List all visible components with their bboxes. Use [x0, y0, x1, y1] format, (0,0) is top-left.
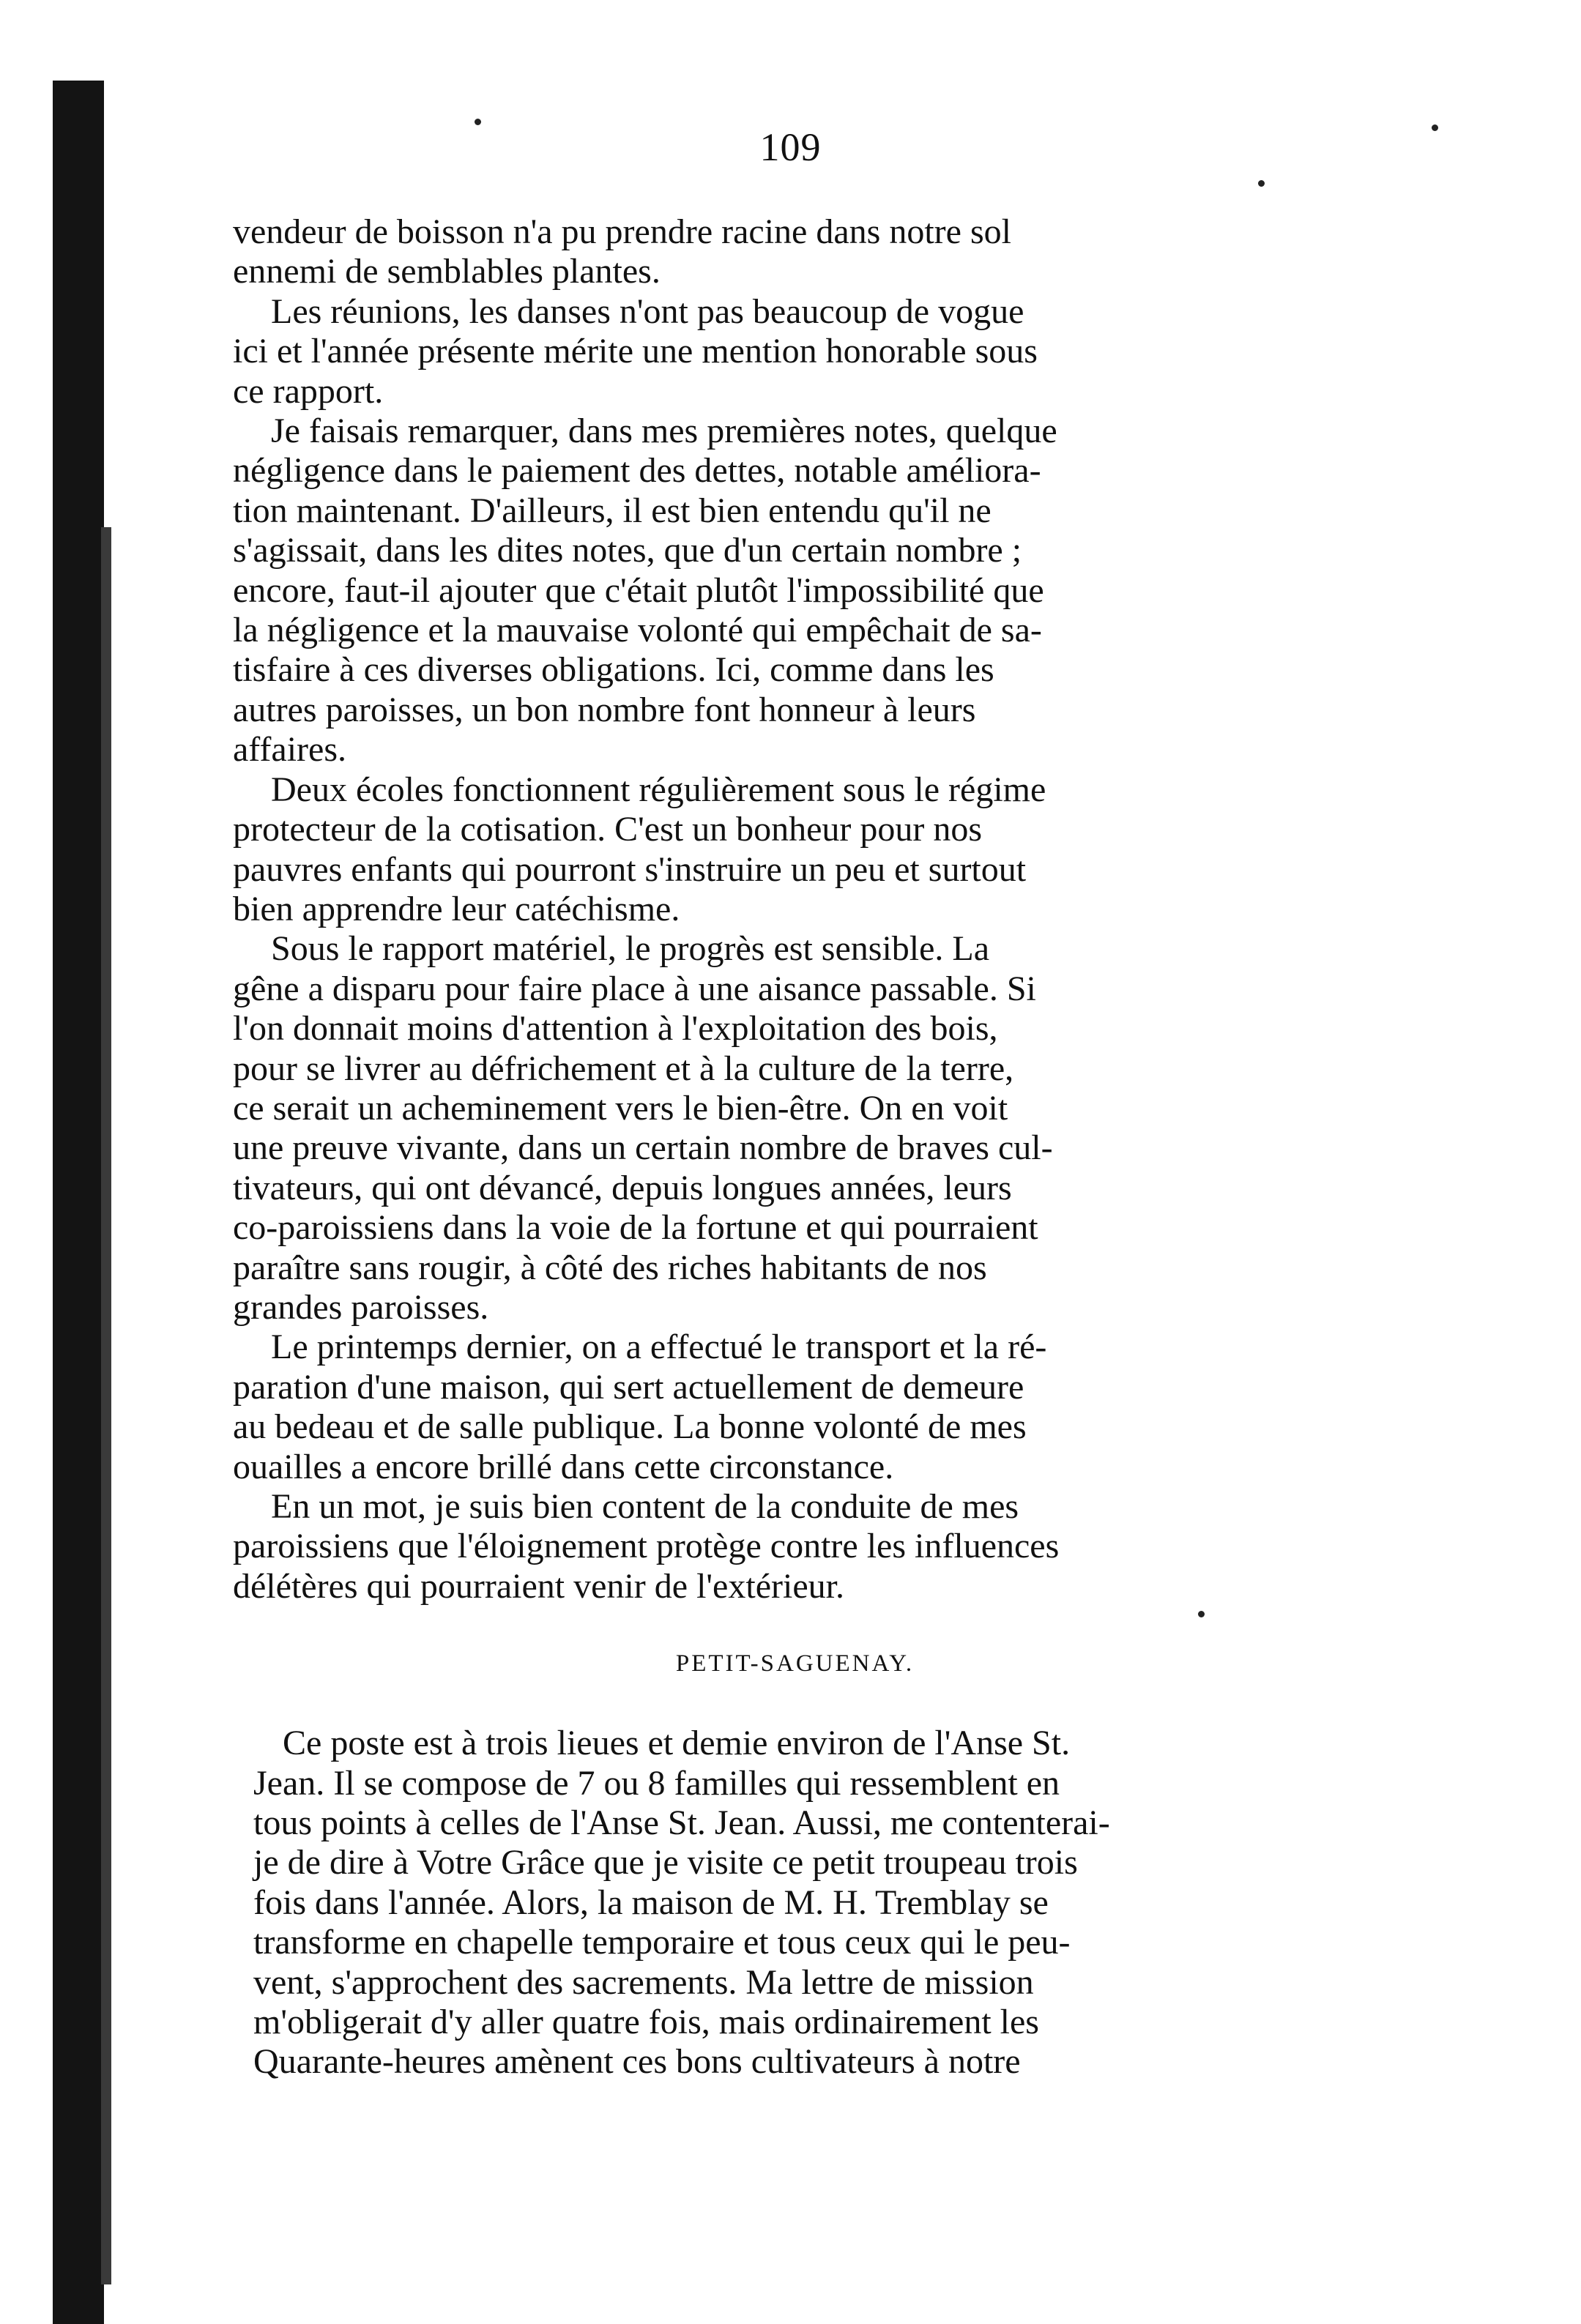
text-line: Deux écoles fonctionnent régulièrement sous le régime	[271, 770, 1046, 809]
text-line: l'on donnait moins d'attention à l'exploitation des bois,	[233, 1009, 998, 1049]
text-line: paroissiens que l'éloignement protège contre les influences	[233, 1527, 1060, 1566]
text-line: tion maintenant. D'ailleurs, il est bien entendu qu'il ne	[233, 491, 992, 530]
text-line: ce serait un acheminement vers le bien-être. On en voit	[233, 1088, 1008, 1128]
text-line: bien apprendre leur catéchisme.	[233, 889, 680, 928]
text-line: ce rapport.	[233, 371, 384, 411]
print-speck	[1258, 180, 1265, 187]
text-line: je de dire à Votre Grâce que je visite ce petit troupeau trois	[253, 1843, 1078, 1882]
text-line: affaires.	[233, 730, 347, 770]
paragraph	[233, 770, 1328, 930]
text-line: Ce poste est à trois lieues et demie environ de l'Anse St.	[283, 1724, 1071, 1763]
text-line: vent, s'approchent des sacrements. Ma lettre de mission	[253, 1962, 1034, 2002]
section-heading: PETIT-SAGUENAY.	[675, 1650, 915, 1677]
text-line: autres paroisses, un bon nombre font honneur à leurs	[233, 690, 976, 729]
body-text	[233, 212, 1328, 2082]
text-line: ennemi de semblables plantes.	[233, 252, 661, 291]
text-line: une preuve vivante, dans un certain nombre de braves cul-	[233, 1128, 1053, 1168]
paragraph	[233, 929, 1328, 1327]
text-line: En un mot, je suis bien content de la conduite de mes	[271, 1487, 1019, 1526]
text-line: au bedeau et de salle publique. La bonne volonté de mes	[233, 1407, 1027, 1447]
text-line: Je faisais remarquer, dans mes premières notes, quelque	[271, 411, 1057, 451]
binding-shadow	[53, 81, 104, 2324]
text-line: pour se livrer au défrichement et à la culture de la terre,	[233, 1049, 1014, 1088]
text-line: tivateurs, qui ont dévancé, depuis longues années, leurs	[233, 1168, 1012, 1207]
text-line: fois dans l'année. Alors, la maison de M. H. Tremblay se	[253, 1882, 1049, 1922]
text-line: tisfaire à ces diverses obligations. Ici, comme dans les	[233, 650, 994, 690]
text-line: pauvres enfants qui pourront s'instruire un peu et surtout	[233, 849, 1027, 889]
section-paragraph	[233, 1724, 1328, 2082]
paragraph	[233, 1487, 1328, 1606]
text-line: protecteur de la cotisation. C'est un bonheur pour nos	[233, 810, 983, 849]
paragraph	[233, 1327, 1328, 1487]
paragraph	[233, 411, 1328, 770]
text-line: Quarante-heures amènent ces bons cultivateurs à notre	[253, 2042, 1021, 2082]
text-line: ouailles a encore brillé dans cette circonstance.	[233, 1447, 894, 1486]
text-line: paraître sans rougir, à côté des riches habitants de nos	[233, 1248, 987, 1287]
text-line: négligence dans le paiement des dettes, notable améliora-	[233, 451, 1041, 491]
text-line: ici et l'année présente mérite une mention honorable sous	[233, 332, 1038, 371]
binding-edge	[101, 527, 111, 2284]
text-line: tous points à celles de l'Anse St. Jean. Aussi, me contenterai-	[253, 1803, 1110, 1843]
text-line: paration d'une maison, qui sert actuellement de demeure	[233, 1367, 1024, 1407]
text-line: Sous le rapport matériel, le progrès est sensible. La	[271, 929, 990, 969]
text-line: co-paroissiens dans la voie de la fortune et qui pourraient	[233, 1208, 1038, 1248]
text-line: s'agissait, dans les dites notes, que d'un certain nombre ;	[233, 531, 1022, 570]
page-number: 109	[759, 125, 822, 169]
text-line: transforme en chapelle temporaire et tous ceux qui le peu-	[253, 1923, 1071, 1962]
text-line: la négligence et la mauvaise volonté qui empêchait de sa-	[233, 611, 1042, 650]
text-line: Jean. Il se compose de 7 ou 8 familles qui ressemblent en	[253, 1763, 1060, 1803]
paragraph	[233, 212, 1328, 292]
text-line: grandes paroisses.	[233, 1287, 489, 1327]
text-line: Les réunions, les danses n'ont pas beaucoup de vogue	[271, 291, 1024, 331]
text-line: encore, faut-il ajouter que c'était plutôt l'impossibilité que	[233, 570, 1044, 610]
text-line: délétères qui pourraient venir de l'extérieur.	[233, 1566, 844, 1606]
text-line: m'obligerait d'y aller quatre fois, mais ordinairement les	[253, 2003, 1039, 2042]
text-line: Le printemps dernier, on a effectué le transport et la ré-	[271, 1327, 1047, 1367]
paragraph	[233, 292, 1328, 411]
text-line: gêne a disparu pour faire place à une aisance passable. Si	[233, 969, 1036, 1008]
text-line: vendeur de boisson n'a pu prendre racine dans notre sol	[233, 212, 1011, 251]
